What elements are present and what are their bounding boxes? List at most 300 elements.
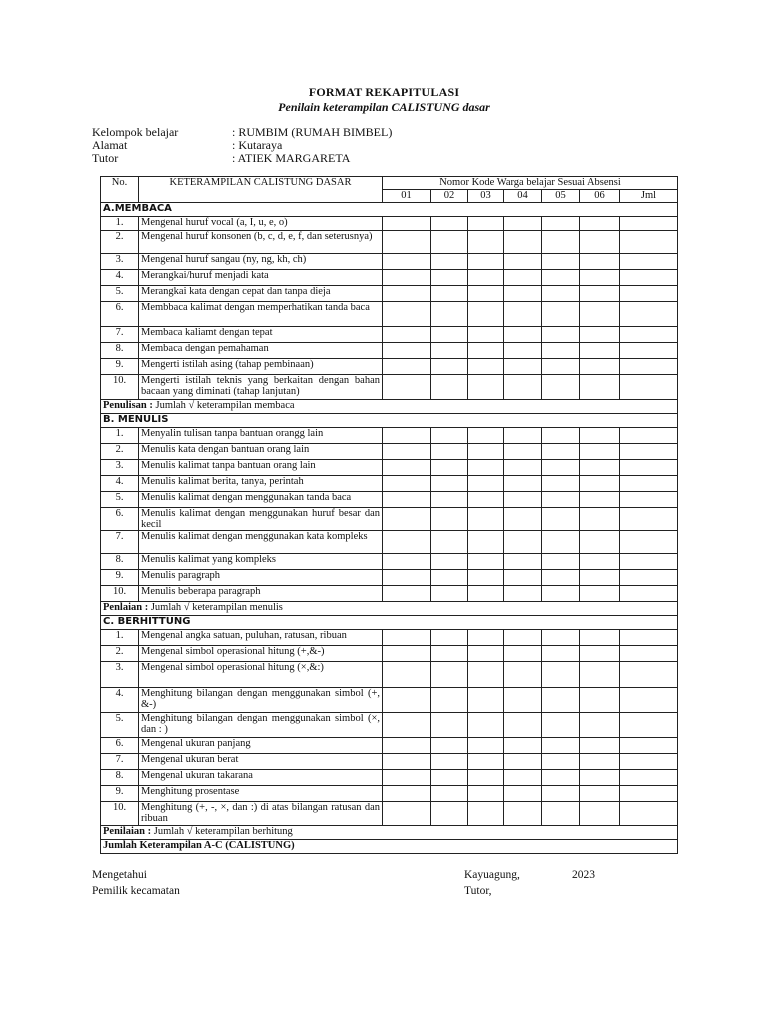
row-skill: Mengenal simbol operasional hitung (×,&:) xyxy=(139,662,383,688)
score-cell[interactable] xyxy=(431,476,468,492)
score-cell[interactable] xyxy=(580,286,620,302)
row-number: 6. xyxy=(101,302,139,327)
row-skill: Menulis kalimat berita, tanya, perintah xyxy=(139,476,383,492)
score-cell[interactable] xyxy=(431,770,468,786)
score-cell[interactable] xyxy=(580,688,620,713)
score-cell[interactable] xyxy=(580,646,620,662)
score-cell[interactable] xyxy=(431,460,468,476)
score-cell[interactable] xyxy=(542,476,580,492)
score-cell[interactable] xyxy=(580,375,620,400)
score-cell[interactable] xyxy=(504,492,542,508)
score-cell[interactable] xyxy=(383,586,431,602)
score-cell[interactable] xyxy=(580,217,620,231)
score-cell[interactable] xyxy=(431,802,468,826)
score-cell[interactable] xyxy=(468,554,504,570)
score-cell[interactable] xyxy=(542,231,580,254)
score-cell[interactable] xyxy=(542,217,580,231)
score-cell[interactable] xyxy=(383,476,431,492)
code-header: 02 xyxy=(431,190,468,203)
score-cell[interactable] xyxy=(431,231,468,254)
score-cell[interactable] xyxy=(504,302,542,327)
score-cell[interactable] xyxy=(542,375,580,400)
score-cell[interactable] xyxy=(431,570,468,586)
score-cell[interactable] xyxy=(620,786,678,802)
score-cell[interactable] xyxy=(620,770,678,786)
score-cell[interactable] xyxy=(504,254,542,270)
row-skill: Mengenal simbol operasional hitung (+,&-) xyxy=(139,646,383,662)
score-cell[interactable] xyxy=(504,460,542,476)
score-cell[interactable] xyxy=(383,662,431,688)
score-cell[interactable] xyxy=(580,713,620,738)
row-skill: Menulis paragraph xyxy=(139,570,383,586)
score-cell[interactable] xyxy=(580,531,620,554)
score-cell[interactable] xyxy=(580,754,620,770)
score-cell[interactable] xyxy=(468,570,504,586)
score-cell[interactable] xyxy=(542,327,580,343)
info-label: Alamat xyxy=(92,138,128,152)
score-cell[interactable] xyxy=(580,662,620,688)
section-summary-row xyxy=(101,602,678,616)
score-cell[interactable] xyxy=(580,270,620,286)
score-cell[interactable] xyxy=(580,444,620,460)
score-cell[interactable] xyxy=(383,302,431,327)
row-number: 2. xyxy=(101,444,139,460)
score-cell[interactable] xyxy=(580,508,620,531)
score-cell[interactable] xyxy=(580,476,620,492)
score-cell[interactable] xyxy=(431,302,468,327)
score-cell[interactable] xyxy=(383,754,431,770)
row-skill: Menulis kalimat dengan menggunakan tanda baca xyxy=(139,492,383,508)
score-cell[interactable] xyxy=(468,770,504,786)
score-cell[interactable] xyxy=(431,444,468,460)
document-subtitle: Penilain keterampilan CALISTUNG dasar xyxy=(278,100,490,114)
score-cell[interactable] xyxy=(383,688,431,713)
score-cell[interactable] xyxy=(468,531,504,554)
score-cell[interactable] xyxy=(383,646,431,662)
grand-total-row xyxy=(101,840,678,854)
score-cell[interactable] xyxy=(504,343,542,359)
score-cell[interactable] xyxy=(383,738,431,754)
score-cell[interactable] xyxy=(383,802,431,826)
score-cell[interactable] xyxy=(431,646,468,662)
section-summary-row xyxy=(101,400,678,414)
score-cell[interactable] xyxy=(431,713,468,738)
row-skill: Menulis kalimat yang kompleks xyxy=(139,554,383,570)
score-cell[interactable] xyxy=(383,460,431,476)
score-cell[interactable] xyxy=(542,662,580,688)
score-cell[interactable] xyxy=(504,586,542,602)
score-cell[interactable] xyxy=(542,586,580,602)
table-row xyxy=(101,375,678,400)
score-cell[interactable] xyxy=(542,460,580,476)
score-cell[interactable] xyxy=(620,531,678,554)
score-cell[interactable] xyxy=(542,508,580,531)
score-cell[interactable] xyxy=(431,508,468,531)
score-cell[interactable] xyxy=(431,738,468,754)
score-cell[interactable] xyxy=(468,460,504,476)
table-row xyxy=(101,460,678,476)
score-cell[interactable] xyxy=(383,713,431,738)
score-cell[interactable] xyxy=(580,254,620,270)
score-cell[interactable] xyxy=(431,428,468,444)
score-cell[interactable] xyxy=(620,428,678,444)
score-cell[interactable] xyxy=(504,786,542,802)
row-skill: Menyalin tulisan tanpa bantuan orangg lain xyxy=(139,428,383,444)
score-cell[interactable] xyxy=(542,359,580,375)
row-skill: Mengerti istilah teknis yang berkaitan dengan bahan bacaan yang diminati (tahap lanjutan) xyxy=(139,375,383,400)
row-number: 5. xyxy=(101,286,139,302)
row-number: 7. xyxy=(101,327,139,343)
code-header: 03 xyxy=(468,190,504,203)
score-cell[interactable] xyxy=(542,492,580,508)
score-cell[interactable] xyxy=(580,630,620,646)
row-number: 10. xyxy=(101,802,139,826)
score-cell[interactable] xyxy=(580,554,620,570)
summary-label: Penilaian : xyxy=(103,826,152,837)
row-skill: Menghitung bilangan dengan menggunakan simbol (×, dan : ) xyxy=(139,713,383,738)
score-cell[interactable] xyxy=(383,286,431,302)
score-cell[interactable] xyxy=(383,428,431,444)
summary-text: Jumlah √ keterampilan berhitung xyxy=(151,826,293,837)
score-cell[interactable] xyxy=(620,302,678,327)
info-value: : RUMBIM (RUMAH BIMBEL) xyxy=(232,125,393,139)
score-cell[interactable] xyxy=(620,231,678,254)
score-cell[interactable] xyxy=(542,754,580,770)
score-cell[interactable] xyxy=(468,586,504,602)
score-cell[interactable] xyxy=(620,327,678,343)
score-cell[interactable] xyxy=(542,802,580,826)
score-cell[interactable] xyxy=(383,570,431,586)
score-cell[interactable] xyxy=(431,688,468,713)
score-cell[interactable] xyxy=(542,738,580,754)
row-number: 1. xyxy=(101,428,139,444)
score-cell[interactable] xyxy=(468,738,504,754)
section-heading: B. MENULIS xyxy=(101,414,678,428)
grand-total xyxy=(101,840,678,854)
row-number: 2. xyxy=(101,231,139,254)
score-cell[interactable] xyxy=(620,476,678,492)
row-skill: Mengerti istilah asing (tahap pembinaan) xyxy=(139,359,383,375)
score-cell[interactable] xyxy=(504,508,542,531)
row-skill: Mengenal ukuran panjang xyxy=(139,738,383,754)
score-cell[interactable] xyxy=(504,630,542,646)
score-cell[interactable] xyxy=(542,688,580,713)
score-cell[interactable] xyxy=(620,508,678,531)
table-row xyxy=(101,343,678,359)
section-heading-row xyxy=(101,414,678,428)
score-cell[interactable] xyxy=(504,327,542,343)
score-cell[interactable] xyxy=(504,554,542,570)
score-cell[interactable] xyxy=(504,359,542,375)
row-skill: Membbaca kalimat dengan memperhatikan tanda baca xyxy=(139,302,383,327)
score-cell[interactable] xyxy=(542,770,580,786)
score-cell[interactable] xyxy=(580,570,620,586)
row-number: 9. xyxy=(101,359,139,375)
score-cell[interactable] xyxy=(468,254,504,270)
score-cell[interactable] xyxy=(504,375,542,400)
score-cell[interactable] xyxy=(542,428,580,444)
score-cell[interactable] xyxy=(468,754,504,770)
score-cell[interactable] xyxy=(468,508,504,531)
assessment-table xyxy=(100,176,678,854)
score-cell[interactable] xyxy=(504,428,542,444)
score-cell[interactable] xyxy=(580,343,620,359)
score-cell[interactable] xyxy=(620,802,678,826)
score-cell[interactable] xyxy=(620,713,678,738)
score-cell[interactable] xyxy=(431,586,468,602)
score-cell[interactable] xyxy=(431,359,468,375)
row-number: 3. xyxy=(101,460,139,476)
score-cell[interactable] xyxy=(504,662,542,688)
row-skill: Menulis kalimat dengan menggunakan huruf besar dan kecil xyxy=(139,508,383,531)
score-cell[interactable] xyxy=(468,786,504,802)
table-row xyxy=(101,770,678,786)
section-heading: A.MEMBACA xyxy=(101,203,678,217)
score-cell[interactable] xyxy=(542,713,580,738)
table-row xyxy=(101,554,678,570)
score-cell[interactable] xyxy=(431,492,468,508)
score-cell[interactable] xyxy=(431,270,468,286)
score-cell[interactable] xyxy=(468,688,504,713)
score-cell[interactable] xyxy=(383,444,431,460)
score-cell[interactable] xyxy=(542,554,580,570)
score-cell[interactable] xyxy=(504,688,542,713)
score-cell[interactable] xyxy=(383,508,431,531)
score-cell[interactable] xyxy=(431,217,468,231)
score-cell[interactable] xyxy=(468,662,504,688)
section-summary xyxy=(101,400,678,414)
code-header: 06 xyxy=(580,190,620,203)
score-cell[interactable] xyxy=(580,786,620,802)
score-cell[interactable] xyxy=(504,231,542,254)
score-cell[interactable] xyxy=(504,646,542,662)
score-cell[interactable] xyxy=(542,646,580,662)
row-skill: Merangkai kata dengan cepat dan tanpa dieja xyxy=(139,286,383,302)
score-cell[interactable] xyxy=(431,554,468,570)
score-cell[interactable] xyxy=(542,630,580,646)
score-cell[interactable] xyxy=(431,286,468,302)
score-cell[interactable] xyxy=(383,770,431,786)
row-number: 8. xyxy=(101,343,139,359)
table-row xyxy=(101,508,678,531)
score-cell[interactable] xyxy=(620,570,678,586)
row-skill: Membaca kaliamt dengan tepat xyxy=(139,327,383,343)
score-cell[interactable] xyxy=(504,217,542,231)
score-cell[interactable] xyxy=(504,738,542,754)
table-row xyxy=(101,444,678,460)
score-cell[interactable] xyxy=(580,586,620,602)
score-cell[interactable] xyxy=(383,554,431,570)
header-skill: KETERAMPILAN CALISTUNG DASAR xyxy=(139,177,383,203)
score-cell[interactable] xyxy=(468,217,504,231)
row-number: 7. xyxy=(101,531,139,554)
score-cell[interactable] xyxy=(620,646,678,662)
score-cell[interactable] xyxy=(431,375,468,400)
score-cell[interactable] xyxy=(580,738,620,754)
score-cell[interactable] xyxy=(383,375,431,400)
table-row xyxy=(101,738,678,754)
score-cell[interactable] xyxy=(620,254,678,270)
score-cell[interactable] xyxy=(620,630,678,646)
score-cell[interactable] xyxy=(620,754,678,770)
score-cell[interactable] xyxy=(383,327,431,343)
score-cell[interactable] xyxy=(383,630,431,646)
score-cell[interactable] xyxy=(580,770,620,786)
row-skill: Mengenal ukuran berat xyxy=(139,754,383,770)
score-cell[interactable] xyxy=(504,754,542,770)
score-cell[interactable] xyxy=(620,270,678,286)
code-header: Jml xyxy=(620,190,678,203)
score-cell[interactable] xyxy=(542,444,580,460)
score-cell[interactable] xyxy=(383,531,431,554)
score-cell[interactable] xyxy=(383,254,431,270)
score-cell[interactable] xyxy=(542,343,580,359)
score-cell[interactable] xyxy=(431,254,468,270)
score-cell[interactable] xyxy=(580,359,620,375)
score-cell[interactable] xyxy=(580,802,620,826)
score-cell[interactable] xyxy=(580,492,620,508)
score-cell[interactable] xyxy=(468,231,504,254)
table-row xyxy=(101,570,678,586)
score-cell[interactable] xyxy=(468,428,504,444)
score-cell[interactable] xyxy=(620,688,678,713)
info-label: Kelompok belajar xyxy=(92,125,179,139)
row-number: 3. xyxy=(101,662,139,688)
score-cell[interactable] xyxy=(383,492,431,508)
score-cell[interactable] xyxy=(504,531,542,554)
score-cell[interactable] xyxy=(580,302,620,327)
score-cell[interactable] xyxy=(504,770,542,786)
score-cell[interactable] xyxy=(542,531,580,554)
score-cell[interactable] xyxy=(383,217,431,231)
score-cell[interactable] xyxy=(504,476,542,492)
score-cell[interactable] xyxy=(504,286,542,302)
score-cell[interactable] xyxy=(580,327,620,343)
score-cell[interactable] xyxy=(468,286,504,302)
footer-acknowledge: Mengetahui xyxy=(92,869,147,881)
summary-label: Penulisan : xyxy=(103,400,153,411)
score-cell[interactable] xyxy=(383,270,431,286)
score-cell[interactable] xyxy=(620,217,678,231)
score-cell[interactable] xyxy=(383,786,431,802)
score-cell[interactable] xyxy=(468,375,504,400)
score-cell[interactable] xyxy=(431,327,468,343)
table-row xyxy=(101,786,678,802)
score-cell[interactable] xyxy=(504,444,542,460)
score-cell[interactable] xyxy=(620,738,678,754)
score-cell[interactable] xyxy=(580,428,620,444)
score-cell[interactable] xyxy=(468,327,504,343)
score-cell[interactable] xyxy=(542,270,580,286)
score-cell[interactable] xyxy=(620,662,678,688)
score-cell[interactable] xyxy=(468,630,504,646)
table-row xyxy=(101,270,678,286)
score-cell[interactable] xyxy=(620,460,678,476)
score-cell[interactable] xyxy=(468,802,504,826)
footer-place: Kayuagung, xyxy=(464,869,520,881)
row-skill: Menulis kata dengan bantuan orang lain xyxy=(139,444,383,460)
score-cell[interactable] xyxy=(431,786,468,802)
table-row xyxy=(101,327,678,343)
summary-text: Jumlah √ keterampilan menulis xyxy=(148,602,283,613)
score-cell[interactable] xyxy=(580,460,620,476)
table-row xyxy=(101,254,678,270)
row-number: 2. xyxy=(101,646,139,662)
table-row xyxy=(101,531,678,554)
score-cell[interactable] xyxy=(620,444,678,460)
score-cell[interactable] xyxy=(580,231,620,254)
score-cell[interactable] xyxy=(468,713,504,738)
score-cell[interactable] xyxy=(383,343,431,359)
row-number: 1. xyxy=(101,630,139,646)
score-cell[interactable] xyxy=(542,570,580,586)
score-cell[interactable] xyxy=(431,343,468,359)
score-cell[interactable] xyxy=(504,802,542,826)
table-row xyxy=(101,754,678,770)
row-number: 1. xyxy=(101,217,139,231)
row-skill: Menghitung bilangan dengan menggunakan simbol (+, &-) xyxy=(139,688,383,713)
footer-year: 2023 xyxy=(572,869,595,881)
table-header-row xyxy=(101,177,678,190)
score-cell[interactable] xyxy=(431,531,468,554)
score-cell[interactable] xyxy=(383,231,431,254)
footer-tutor: Tutor, xyxy=(464,885,492,897)
score-cell[interactable] xyxy=(431,662,468,688)
score-cell[interactable] xyxy=(620,359,678,375)
score-cell[interactable] xyxy=(620,492,678,508)
table-row xyxy=(101,231,678,254)
table-row xyxy=(101,646,678,662)
score-cell[interactable] xyxy=(468,359,504,375)
score-cell[interactable] xyxy=(542,302,580,327)
summary-label: Penlaian : xyxy=(103,602,149,613)
score-cell[interactable] xyxy=(620,554,678,570)
score-cell[interactable] xyxy=(620,343,678,359)
score-cell[interactable] xyxy=(542,286,580,302)
row-number: 6. xyxy=(101,508,139,531)
score-cell[interactable] xyxy=(468,476,504,492)
row-number: 10. xyxy=(101,375,139,400)
grand-total-label: Jumlah Keterampilan A-C (CALISTUNG) xyxy=(103,840,295,851)
score-cell[interactable] xyxy=(504,713,542,738)
score-cell[interactable] xyxy=(431,630,468,646)
info-label: Tutor xyxy=(92,151,119,165)
score-cell[interactable] xyxy=(504,570,542,586)
score-cell[interactable] xyxy=(468,444,504,460)
row-skill: Mengenal ukuran takarana xyxy=(139,770,383,786)
score-cell[interactable] xyxy=(620,286,678,302)
score-cell[interactable] xyxy=(620,586,678,602)
row-skill: Menghitung prosentase xyxy=(139,786,383,802)
score-cell[interactable] xyxy=(468,492,504,508)
code-header: 05 xyxy=(542,190,580,203)
score-cell[interactable] xyxy=(383,359,431,375)
row-skill: Menghitung (+, -, ×, dan :) di atas bilangan ratusan dan ribuan xyxy=(139,802,383,826)
score-cell[interactable] xyxy=(431,754,468,770)
score-cell[interactable] xyxy=(468,302,504,327)
score-cell[interactable] xyxy=(542,786,580,802)
score-cell[interactable] xyxy=(620,375,678,400)
score-cell[interactable] xyxy=(468,343,504,359)
score-cell[interactable] xyxy=(542,254,580,270)
score-cell[interactable] xyxy=(468,646,504,662)
score-cell[interactable] xyxy=(504,270,542,286)
row-number: 4. xyxy=(101,476,139,492)
section-heading-row xyxy=(101,203,678,217)
table-row xyxy=(101,476,678,492)
footer-owner: Pemilik kecamatan xyxy=(92,885,180,897)
score-cell[interactable] xyxy=(468,270,504,286)
